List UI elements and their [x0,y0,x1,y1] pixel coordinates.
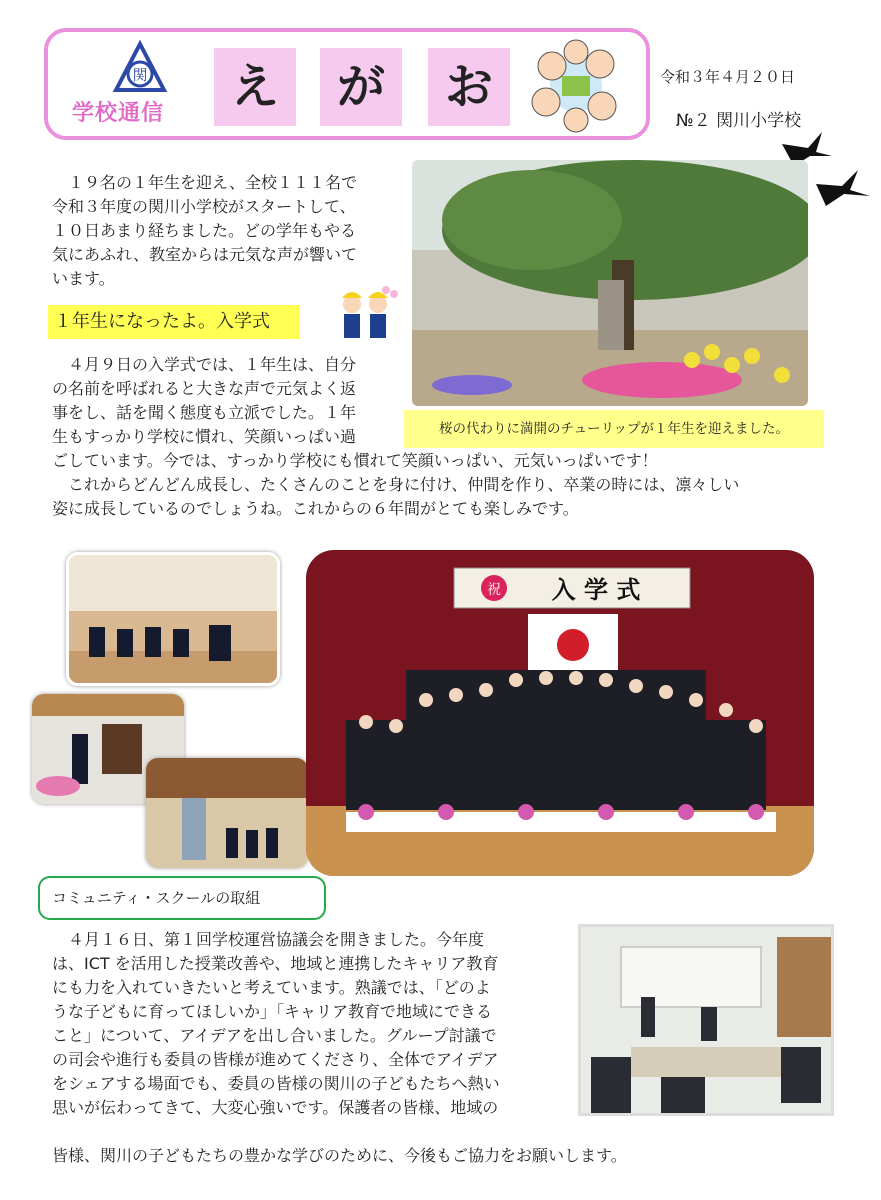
intro-line: います。 [52,269,115,288]
enrollment-heading: １年生になったよ。入学式 [48,305,300,339]
ceremony-entrance-photo [146,758,308,868]
community-school-heading: コミュニティ・スクールの取組 [38,876,326,920]
council-meeting-photo [578,924,834,1116]
tulip-photo-caption: 桜の代わりに満開のチューリップが１年生を迎えました。 [404,410,824,448]
enrollment-line: 姿に成長しているのでしょうね。これからの６年間がとても楽しみです。 [52,499,579,518]
enrollment-line: ごしています。今では、すっかり学校にも慣れて笑顔いっぱい、元気いっぱいです！ [52,451,658,470]
community-line: ４月１６日、第１回学校運営協議会を開きました。今年度 [52,930,485,949]
ceremony-group-photo [306,550,814,876]
community-line: 思いが伝わってきて、大変心強いです。保護者の皆様、地域の [52,1098,499,1117]
intro-line: 気にあふれ、教室からは元気な声が響いて [52,245,357,264]
community-line: こと」について、アイデアを出し合いました。グループ討議で [52,1026,497,1045]
school-emblem-icon [112,40,168,96]
enrollment-line: 生もすっかり学校に慣れ、笑顔いっぱい過 [52,427,357,446]
intro-paragraph [52,171,402,291]
svg-text:関: 関 [132,66,148,84]
enrollment-line: の名前を呼ばれると大きな声で元気よく返 [52,379,357,398]
enrollment-paragraph [52,353,402,449]
issue-date: 令和３年４月２０日 [660,68,796,86]
community-paragraph-continued [52,1144,842,1168]
title-char-o: お [428,48,510,126]
intro-line: １０日あまり経ちました。どの学年もやる [52,221,357,240]
community-paragraph [52,928,572,1120]
community-line: にも力を入れていきたいと考えています。熟議では、「どのよ [52,978,491,997]
intro-line: 令和３年度の関川小学校がスタートして、 [52,197,356,216]
intro-line: １９名の１年生を迎え、全校１１１名で [52,173,357,192]
title-char-ga: が [320,48,402,126]
ceremony-seated-photo [66,552,280,686]
tulip-tree-photo [412,160,808,406]
enrollment-paragraph-continued [52,449,842,521]
community-line: は、ICT を活用した授業改善や、地域と連携したキャリア教育 [52,954,499,973]
children-circle-illustration [522,36,630,136]
svg-text:入 学 式: 入 学 式 [551,576,641,604]
community-line: をシェアする場面でも、委員の皆様の関川の子どもたちへ熱い [52,1074,500,1093]
title-char-e: え [214,48,296,126]
community-line: うな子どもに育ってほしいか」「キャリア教育で地域にできる [52,1002,493,1021]
issue-number: №２ 関川小学校 [676,111,802,131]
svg-text:祝: 祝 [487,582,501,598]
enrollment-line: これからどんどん成長し、たくさんのことを身に付け、仲間を作り、卒業の時には、凛々しい [52,475,740,494]
enrollment-line: ４月９日の入学式では、１年生は、自分 [52,355,357,374]
community-line: 皆様、関川の子どもたちの豊かな学びのために、今後もご協力をお願いします。 [52,1146,627,1165]
schoolkids-illustration [330,284,400,350]
community-line: の司会や進行も委員の皆様が進めてくださり、全体でアイデア [52,1050,499,1069]
enrollment-line: 事をし、話を聞く態度も立派でした。１年 [52,403,357,422]
school-news-label: 学校通信 [72,101,165,126]
